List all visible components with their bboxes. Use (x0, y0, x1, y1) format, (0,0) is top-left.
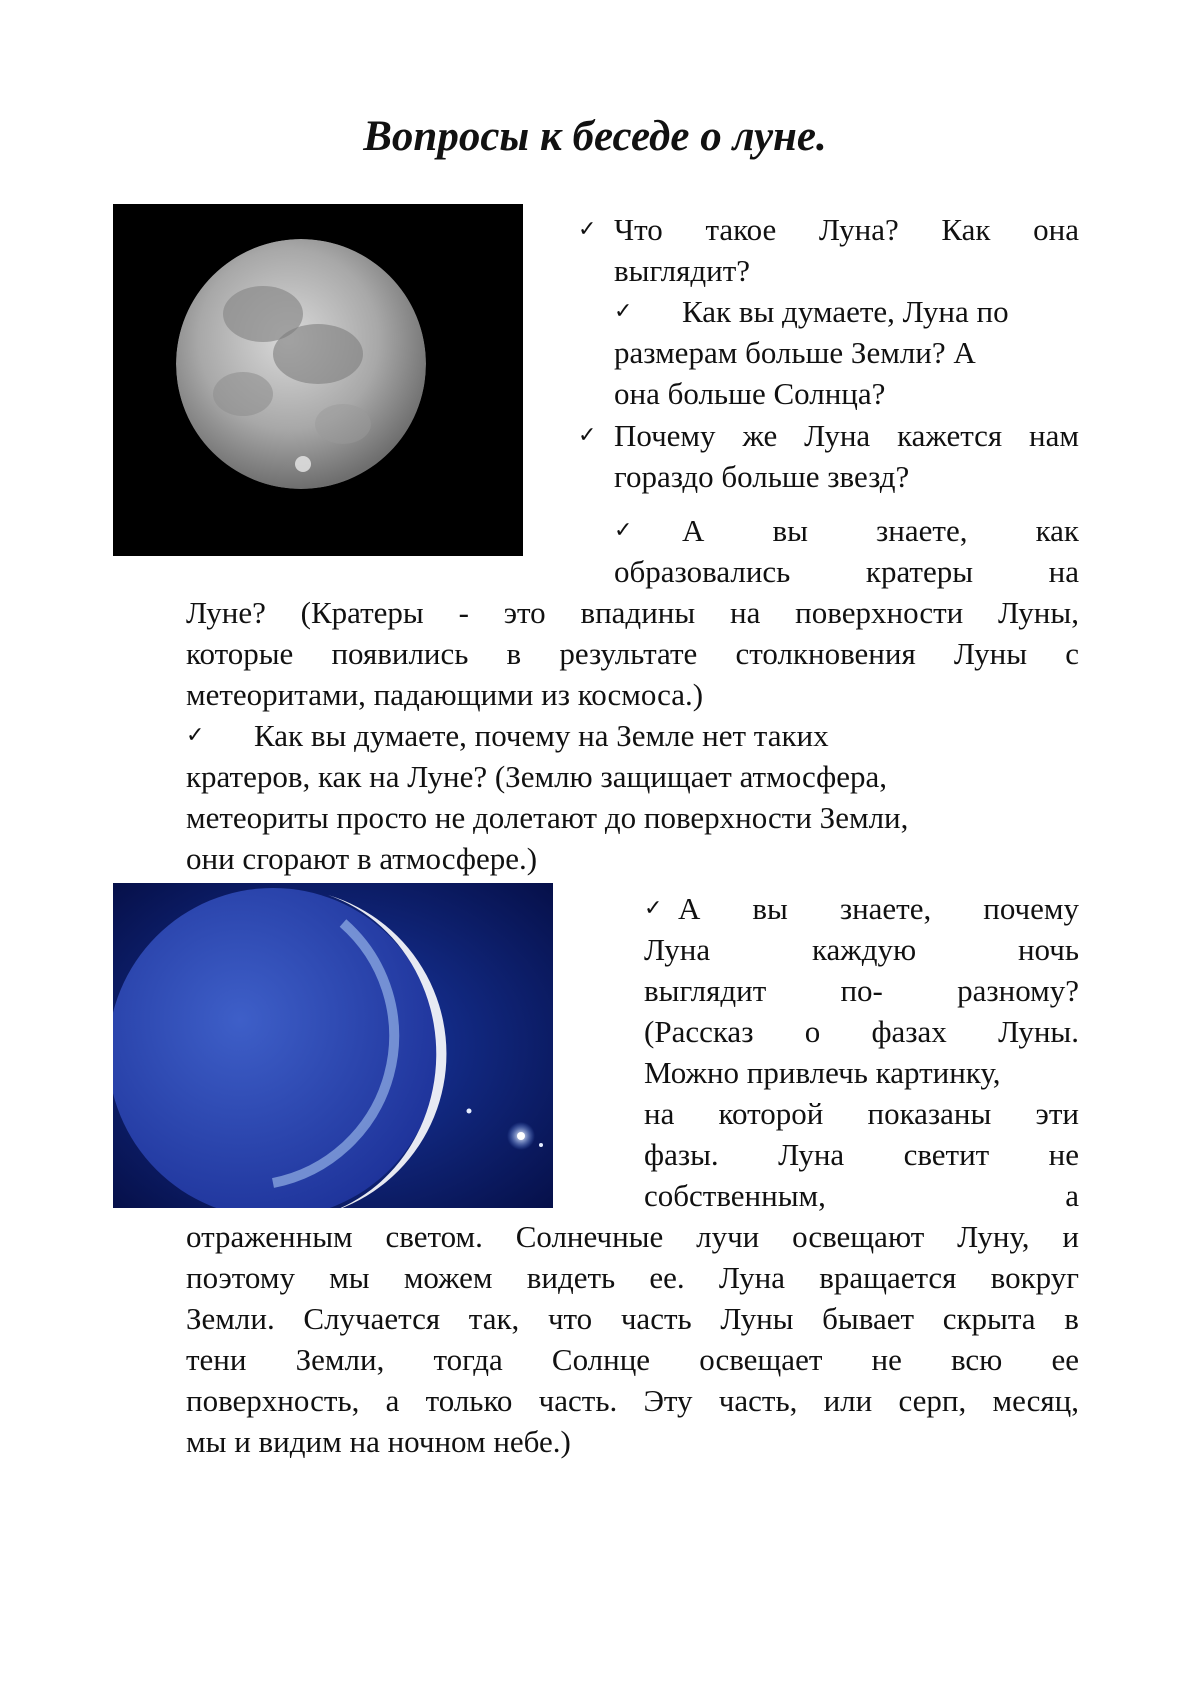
word: так, (468, 1301, 520, 1336)
word: Луну, (957, 1219, 1030, 1254)
question-4-line-5: метеоритами, падающими из космоса.) (186, 677, 704, 712)
word: А (682, 513, 705, 548)
word: как (1035, 513, 1079, 548)
question-6-line-8 (644, 1176, 1079, 1216)
question-5-line-4: они сгорают в атмосфере.) (186, 841, 538, 876)
word: ее. (649, 1260, 685, 1295)
word: вокруг (990, 1260, 1079, 1295)
word: впадины (580, 595, 696, 630)
word: Эту (643, 1383, 693, 1418)
word: Как (941, 212, 991, 247)
question-6-line-9 (186, 1217, 1079, 1257)
word: можем (403, 1260, 493, 1295)
word: каждую (811, 932, 917, 967)
question-6-line-4 (644, 1012, 1079, 1052)
word: знаете, (839, 891, 932, 926)
word: Что (614, 212, 663, 247)
question-6-line-10 (186, 1258, 1079, 1298)
word: по- (840, 973, 883, 1008)
word: Земли, (295, 1342, 385, 1377)
word: разному? (957, 973, 1079, 1008)
word: эти (1035, 1096, 1079, 1131)
word: всю (950, 1342, 1003, 1377)
word: Солнце (551, 1342, 651, 1377)
word: поверхность, (186, 1383, 360, 1418)
word: вращается (819, 1260, 957, 1295)
question-6-line-14: мы и видим на ночном небе.) (186, 1424, 571, 1459)
word: это (503, 595, 546, 630)
word: нам (1029, 418, 1079, 453)
check-mark-icon: ✓ (644, 896, 663, 921)
word: столкновения (735, 636, 916, 671)
question-1-line-1 (614, 210, 1079, 250)
word: не (871, 1342, 902, 1377)
word: или (823, 1383, 873, 1418)
question-4-line-3 (186, 593, 1079, 633)
word: месяц, (992, 1383, 1079, 1418)
question-6-line-5: Можно привлечь картинку, (644, 1055, 1001, 1090)
check-mark-icon: ✓ (578, 217, 597, 242)
word: Случается (303, 1301, 441, 1336)
word: ночь (1017, 932, 1079, 967)
word: бывает (822, 1301, 915, 1336)
word: (Рассказ (644, 1014, 754, 1049)
word: Луна? (818, 212, 899, 247)
word: не (1048, 1137, 1079, 1172)
question-3-line-2: гораздо больше звезд? (614, 459, 910, 494)
word: вы (772, 513, 808, 548)
question-6-line-13 (186, 1381, 1079, 1421)
word: с (1065, 636, 1079, 671)
word: образовались (614, 554, 791, 589)
word: же (742, 418, 778, 453)
crescent-moon-photo (113, 883, 553, 1208)
question-6-line-12 (186, 1340, 1079, 1380)
word: ее (1051, 1342, 1079, 1377)
word: показаны (867, 1096, 992, 1131)
word: на (644, 1096, 675, 1131)
question-1-line-2: выглядит? (614, 253, 751, 288)
word: Земли. (186, 1301, 275, 1336)
word: которой (718, 1096, 824, 1131)
word: такое (705, 212, 777, 247)
word: что (547, 1301, 593, 1336)
question-5-line-2: кратеров, как на Луне? (Землю защищает атмосфера, (186, 759, 887, 794)
question-4-line-2 (614, 552, 1079, 592)
word: тени (186, 1342, 247, 1377)
word: Луна (778, 1137, 845, 1172)
word: только (425, 1383, 513, 1418)
question-2-line-2: размерам больше Земли? А (614, 335, 976, 370)
word: поэтому (186, 1260, 295, 1295)
word: Луны (720, 1301, 794, 1336)
question-5-line-1: Как вы думаете, почему на Земле нет таких (254, 718, 829, 753)
word: освещает (699, 1342, 823, 1377)
check-mark-icon: ✓ (614, 518, 633, 543)
page-title: Вопросы к беседе о луне. (363, 113, 827, 160)
word: - (458, 595, 469, 630)
word: Луны, (998, 595, 1079, 630)
word: знаете, (876, 513, 968, 548)
word: лучи (696, 1219, 760, 1254)
word: в (1064, 1301, 1079, 1336)
word: серп, (898, 1383, 967, 1418)
word: освещают (792, 1219, 925, 1254)
word: и (1062, 1219, 1079, 1254)
word: часть. (538, 1383, 618, 1418)
check-mark-icon: ✓ (578, 423, 597, 448)
word: вы (752, 891, 788, 926)
word: (Кратеры (300, 595, 424, 630)
word: кратеры (865, 554, 974, 589)
question-2-line-1: Как вы думаете, Луна по (682, 294, 1009, 329)
word: фазы. (644, 1137, 719, 1172)
word: светит (903, 1137, 990, 1172)
word: на (730, 595, 761, 630)
word: о (804, 1014, 821, 1049)
word: а (385, 1383, 400, 1418)
word: которые (186, 636, 294, 671)
word: появились (331, 636, 469, 671)
word: Луна (804, 418, 871, 453)
word: Луны. (998, 1014, 1079, 1049)
word: Луне? (186, 595, 266, 630)
question-4-line-4 (186, 634, 1079, 674)
question-6-line-2 (644, 930, 1079, 970)
question-3-line-1 (614, 416, 1079, 456)
check-mark-icon: ✓ (614, 299, 633, 324)
question-6-line-1 (678, 889, 1079, 929)
question-6-line-6 (644, 1094, 1079, 1134)
word: скрыта (942, 1301, 1036, 1336)
question-5-line-3: метеориты просто не долетают до поверхности Земли, (186, 800, 909, 835)
word: фазах (871, 1014, 947, 1049)
question-4-line-1 (682, 511, 1079, 551)
word: светом. (385, 1219, 483, 1254)
word: результате (559, 636, 698, 671)
word: А (678, 891, 701, 926)
word: Луна (644, 932, 711, 967)
question-6-line-11 (186, 1299, 1079, 1339)
word: Солнечные (515, 1219, 664, 1254)
word: Почему (614, 418, 716, 453)
check-mark-icon: ✓ (186, 723, 205, 748)
word: часть, (718, 1383, 798, 1418)
word: отраженным (186, 1219, 353, 1254)
word: а (1065, 1178, 1079, 1213)
word: собственным, (644, 1178, 826, 1213)
question-2-line-3: она больше Солнца? (614, 376, 886, 411)
word: поверхности (795, 595, 964, 630)
word: видеть (526, 1260, 616, 1295)
word: выглядит (644, 973, 767, 1008)
word: в (506, 636, 522, 671)
word: часть (620, 1301, 692, 1336)
word: она (1033, 212, 1079, 247)
moon-photo (113, 204, 523, 556)
word: Луны (953, 636, 1028, 671)
word: почему (983, 891, 1079, 926)
word: на (1048, 554, 1079, 589)
word: мы (329, 1260, 370, 1295)
word: тогда (433, 1342, 503, 1377)
word: кажется (897, 418, 1003, 453)
question-6-line-7 (644, 1135, 1079, 1175)
word: Луна (718, 1260, 785, 1295)
question-6-line-3 (644, 971, 1079, 1011)
